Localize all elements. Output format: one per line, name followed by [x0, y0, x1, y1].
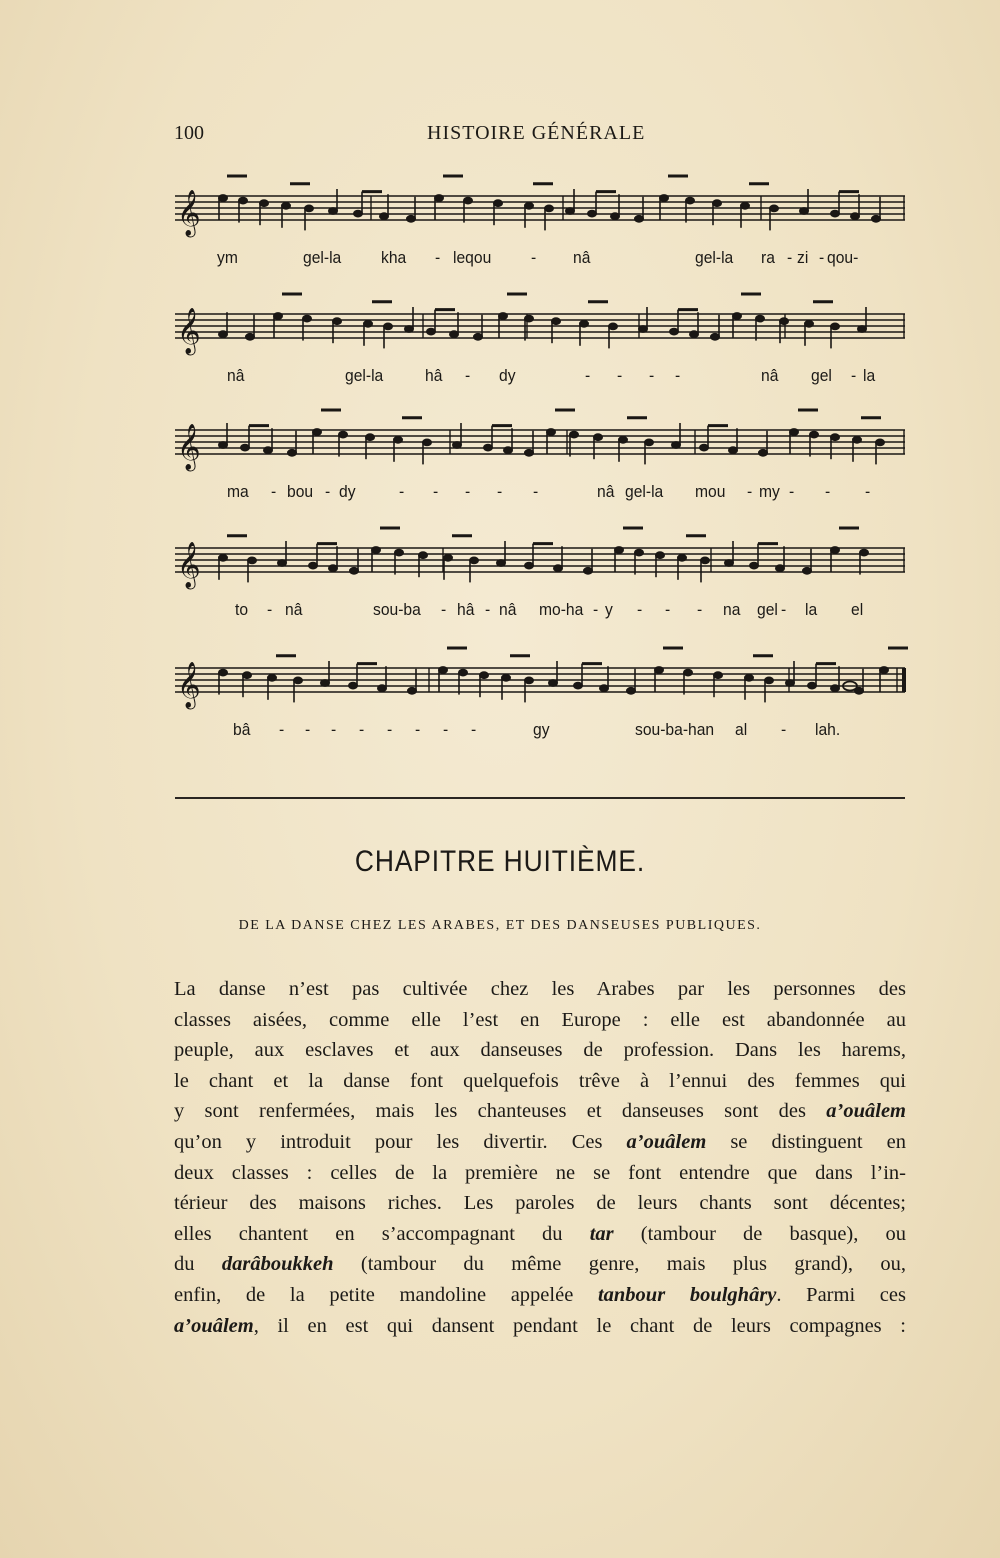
text-line: elles chantent en s’accompagnant du tar (tambour de basque), ou	[174, 1222, 907, 1245]
lyric-syllable: -	[325, 482, 331, 501]
music-system	[175, 412, 905, 522]
lyric-syllable: -	[531, 248, 537, 267]
text-line: classes aisées, comme elle l’est en Europe : elle est abandonnée au	[174, 1008, 906, 1031]
lyric-syllable: -	[637, 600, 643, 619]
lyric-syllable: el	[851, 600, 864, 619]
lyric-syllable: -	[267, 600, 273, 619]
staff	[175, 530, 905, 590]
notes	[219, 528, 868, 582]
lyric-syllable: -	[435, 248, 441, 267]
lyric-syllable: gel-la	[345, 366, 384, 385]
lyric-syllable: hâ	[425, 366, 443, 385]
treble-clef-icon: 𝄞	[177, 542, 201, 588]
lyric-syllable: -	[359, 720, 365, 739]
lyric-syllable: -	[787, 248, 793, 267]
lyric-syllable: -	[649, 366, 655, 385]
lyric-syllable: -	[697, 600, 703, 619]
lyrics-line	[175, 720, 905, 746]
lyrics-line	[175, 366, 905, 392]
lyric-syllable: nâ	[499, 600, 517, 619]
lyric-syllable: bâ	[233, 720, 251, 739]
lyric-syllable: lah.	[815, 720, 841, 739]
lyric-syllable: -	[675, 366, 681, 385]
lyric-syllable: gel-la	[625, 482, 664, 501]
lyric-syllable: mo-ha	[539, 600, 584, 619]
staff	[175, 296, 905, 356]
italic-term: darâboukkeh	[221, 1253, 334, 1276]
lyric-syllable: kha	[381, 248, 407, 267]
lyric-syllable: mou	[695, 482, 726, 501]
lyric-syllable: nâ	[227, 366, 245, 385]
lyric-syllable: gy	[533, 720, 550, 739]
lyric-syllable: nâ	[597, 482, 615, 501]
lyric-syllable: -	[471, 720, 477, 739]
lyrics-line	[175, 248, 905, 274]
lyric-syllable: sou-ba	[373, 600, 421, 619]
lyric-syllable: gel-la	[303, 248, 342, 267]
lyric-syllable: -	[865, 482, 871, 501]
lyric-syllable: -	[497, 482, 503, 501]
lyric-syllable: nâ	[285, 600, 303, 619]
lyric-syllable: -	[781, 600, 787, 619]
lyric-syllable: dy	[339, 482, 356, 501]
lyric-syllable: la	[863, 366, 876, 385]
treble-clef-icon: 𝄞	[177, 308, 201, 354]
body-text	[174, 974, 906, 1341]
lyric-syllable: -	[399, 482, 405, 501]
lyric-syllable: dy	[499, 366, 516, 385]
text-line: qu’on y introduit pour les divertir. Ces a’ouâlem se distinguent en	[174, 1130, 906, 1153]
lyric-syllable: ra	[761, 248, 775, 267]
lyric-syllable: -	[441, 600, 447, 619]
lyric-syllable: gel	[757, 600, 778, 619]
lyric-syllable: -	[617, 366, 623, 385]
lyric-syllable: gel	[811, 366, 832, 385]
text-line: térieur des maisons riches. Les paroles de leurs chants sont décentes;	[174, 1192, 906, 1215]
lyric-syllable: -	[465, 366, 471, 385]
lyric-syllable: -	[747, 482, 753, 501]
lyric-syllable: sou-ba-han	[635, 720, 715, 739]
italic-term: a’ouâlem	[826, 1100, 906, 1123]
text-line: peuple, aux esclaves et aux danseuses de profession. Dans les harems,	[174, 1039, 906, 1062]
text-line: le chant et la danse font quelquefois trêve à l’ennui des femmes qui	[174, 1069, 906, 1092]
lyric-syllable: to	[235, 600, 249, 619]
lyric-syllable: -	[415, 720, 421, 739]
page-number: 100	[174, 122, 204, 144]
lyrics-line	[175, 482, 905, 508]
lyric-syllable: -	[433, 482, 439, 501]
lyric-syllable: ym	[217, 248, 238, 267]
lyric-syllable: -	[789, 482, 795, 501]
text-line: a’ouâlem, il en est qui dansent pendant le chant de leurs compagnes :	[174, 1314, 906, 1337]
lyrics-line	[175, 600, 905, 626]
lyric-syllable: -	[593, 600, 599, 619]
lyric-syllable: -	[485, 600, 491, 619]
section-divider	[175, 797, 905, 799]
treble-clef-icon: 𝄞	[177, 190, 201, 236]
lyric-syllable: -	[305, 720, 311, 739]
lyric-syllable: -	[585, 366, 591, 385]
music-system	[175, 296, 905, 406]
page-header	[0, 122, 1000, 152]
staff	[175, 412, 905, 472]
text-line: y sont renfermées, mais les chanteuses et danseuses sont des a’ouâlem	[174, 1100, 906, 1123]
lyric-syllable: -	[465, 482, 471, 501]
lyric-syllable: al	[735, 720, 748, 739]
lyric-syllable: gel-la	[695, 248, 734, 267]
lyric-syllable: -	[271, 482, 277, 501]
text-line: du darâboukkeh (tambour du même genre, mais plus grand), ou,	[174, 1253, 906, 1276]
lyric-syllable: bou	[287, 482, 314, 501]
running-title: HISTOIRE GÉNÉRALE	[427, 122, 646, 144]
italic-term: a’ouâlem	[174, 1314, 254, 1337]
staff	[175, 650, 905, 710]
italic-term: tar	[589, 1222, 614, 1245]
text-line: enfin, de la petite mandoline appelée tanbour boulghâry. Parmi ces	[174, 1283, 906, 1306]
lyric-syllable: qou-	[827, 248, 859, 267]
lyric-syllable: y	[605, 600, 613, 619]
staff	[175, 178, 905, 238]
lyric-syllable: ma	[227, 482, 249, 501]
lyric-syllable: -	[443, 720, 449, 739]
music-system	[175, 178, 905, 288]
lyric-syllable: -	[387, 720, 393, 739]
lyric-syllable: my	[759, 482, 780, 501]
lyric-syllable: -	[665, 600, 671, 619]
treble-clef-icon: 𝄞	[177, 662, 201, 708]
chapter-subtitle: DE LA DANSE CHEZ LES ARABES, ET DES DANSEUSES PUBLIQUES.	[238, 918, 762, 933]
lyric-syllable: -	[533, 482, 539, 501]
lyric-syllable: na	[723, 600, 741, 619]
lyric-syllable: hâ	[457, 600, 475, 619]
notes	[219, 410, 884, 464]
music-system	[175, 530, 905, 640]
lyric-syllable: -	[781, 720, 787, 739]
lyric-syllable: -	[819, 248, 825, 267]
treble-clef-icon: 𝄞	[177, 424, 201, 470]
italic-term: a’ouâlem	[626, 1130, 707, 1153]
lyric-syllable: zi	[797, 248, 809, 267]
lyric-syllable: -	[331, 720, 337, 739]
notes	[219, 648, 908, 702]
notes	[219, 176, 880, 230]
lyric-syllable: -	[851, 366, 857, 385]
lyric-syllable: -	[825, 482, 831, 501]
lyric-syllable: nâ	[761, 366, 779, 385]
text-line: La danse n’est pas cultivée chez les Arabes par les personnes des	[174, 978, 906, 1000]
text-line: deux classes : celles de la première ne se font entendre que dans l’in-	[174, 1161, 906, 1184]
lyric-syllable: la	[805, 600, 818, 619]
music-system	[175, 650, 905, 760]
lyric-syllable: -	[279, 720, 285, 739]
lyric-syllable: leqou	[453, 248, 492, 267]
italic-term: tanbour boulghâry	[597, 1283, 777, 1306]
notes	[219, 294, 866, 348]
chapter-title: CHAPITRE HUITIÈME.	[354, 845, 646, 878]
lyric-syllable: nâ	[573, 248, 591, 267]
